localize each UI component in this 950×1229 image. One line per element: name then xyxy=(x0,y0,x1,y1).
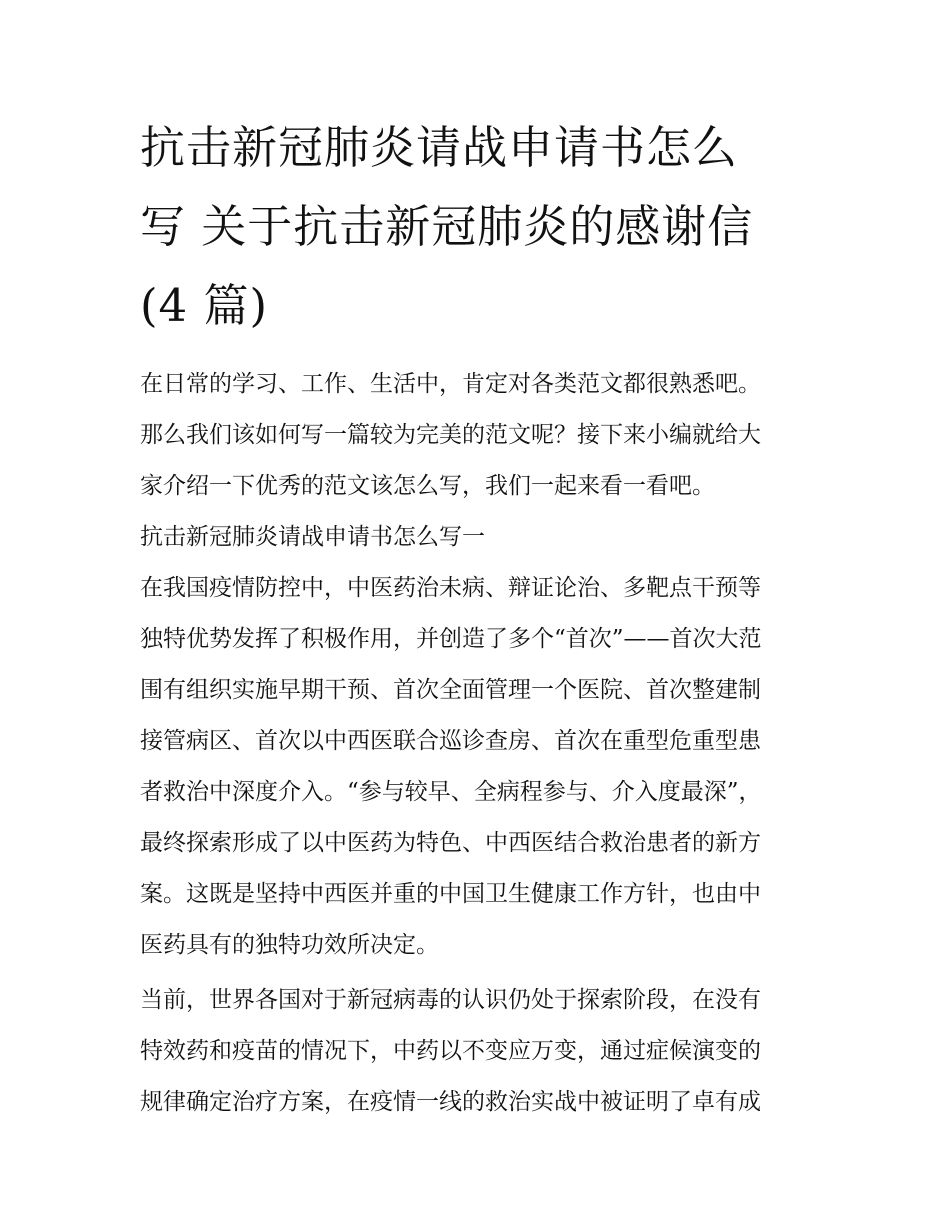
section-heading: 抗击新冠肺炎请战申请书怎么写一 xyxy=(140,524,485,550)
document-title: 抗击新冠肺炎请战申请书怎么 写 关于抗击新冠肺炎的感谢信 (4 篇) xyxy=(140,121,754,332)
body-paragraph-2: 当前，世界各国对于新冠病毒的认识仍处于探索阶段，在没有 特效药和疫苗的情况下，中药以不变应万变，通过症候演变的 规律确定治疗方案，在疫情一线的救治实战中被证明了卓有成 xyxy=(140,987,761,1115)
intro-paragraph: 在日常的学习、工作、生活中，肯定对各类范文都很熟悉吧。 那么我们该如何写一篇较为完美的范文呢？接下来小编就给大 家介绍一下优秀的范文该怎么写，我们一起来看一看吧。 xyxy=(140,371,761,499)
document-page xyxy=(140,108,812,1128)
body-paragraph-1: 在我国疫情防控中，中医药治未病、辩证论治、多靶点干预等 独特优势发挥了积极作用，并创造了多个“首次”——首次大范 围有组织实施早期干预、首次全面管理一个医院、首次整建制 接管病区、首次以中西医联合巡诊查房、首次在重型危重型患 者救治中深度介入。“参与较早、全病程参与、介入度最深”， 最终探索形成了以中医药为特色、中西医结合救治患者的新方 案。这既是坚持中西医并重的中国卫生健康工作方针，也由中 医药具有的独特功效所决定。 xyxy=(140,575,762,958)
